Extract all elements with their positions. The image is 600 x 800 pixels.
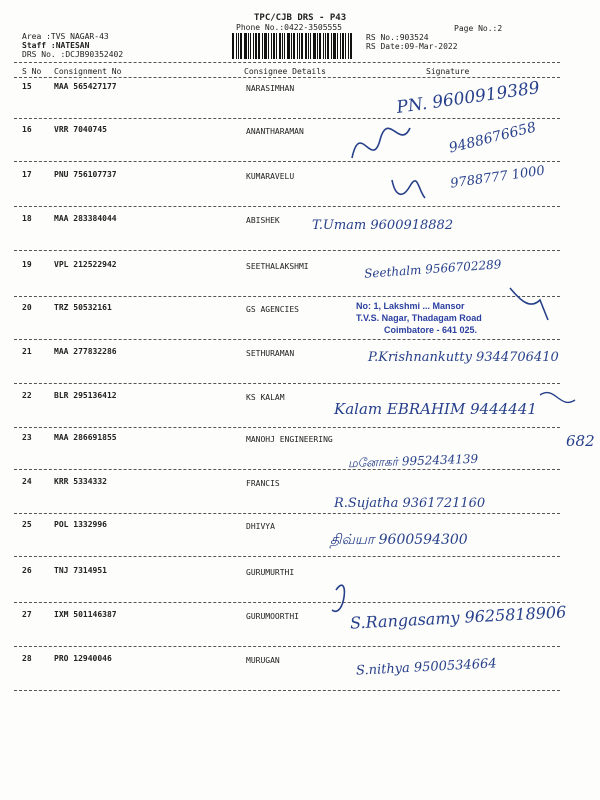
phone-number: Phone No.:0422-3505555 <box>236 23 342 32</box>
row-signature: R.Sujatha 9361721160 <box>334 496 486 511</box>
row-consignee-name: ANANTHARAMAN <box>246 127 304 136</box>
staff-label: Staff :NATESAN <box>22 41 90 50</box>
row-serial-number: 24 <box>22 477 32 486</box>
row-consignment-number: TNJ 7314951 <box>54 566 107 575</box>
row-serial-number: 17 <box>22 170 32 179</box>
row-serial-number: 28 <box>22 654 32 663</box>
row-consignment-number: IXM 501146387 <box>54 610 117 619</box>
row-consignment-number: TRZ 50532161 <box>54 303 112 312</box>
row-signature: P.Krishnankutty 9344706410 <box>368 350 559 365</box>
row-consignment-number: POL 1332996 <box>54 520 107 529</box>
row-signature: S.nithya 9500534664 <box>355 656 497 679</box>
row-consignee-name: ABISHEK <box>246 216 280 225</box>
stamp-line: Coimbatore - 641 025. <box>384 325 478 335</box>
row-consignment-number: VRR 7040745 <box>54 125 107 134</box>
row-signature: S.Rangasamy 9625818906 <box>349 602 567 633</box>
row-serial-number: 19 <box>22 260 32 269</box>
row-signature: 9788777 1000 <box>449 163 546 192</box>
row-consignee-name: KUMARAVELU <box>246 172 295 181</box>
stamp-line: No: 1, Lakshmi ... Mansor <box>356 301 465 311</box>
row-consignment-number: MAA 565427177 <box>54 82 117 91</box>
row-consignment-number: PNU 756107737 <box>54 170 117 179</box>
row-serial-number: 21 <box>22 347 32 356</box>
row-serial-number: 25 <box>22 520 32 529</box>
row-consignee-name: FRANCIS <box>246 479 280 488</box>
row-consignment-number: MAA 286691855 <box>54 433 117 442</box>
row-consignee-name: NARASIMHAN <box>246 84 295 93</box>
drs-number: DRS No. :DCJB90352402 <box>22 50 124 59</box>
document-title: TPC/CJB DRS - P43 <box>254 13 347 23</box>
row-consignment-number: KRR 5334332 <box>54 477 107 486</box>
page-number: Page No.:2 <box>454 24 503 33</box>
row-signature: Seethalm 9566702289 <box>363 257 502 281</box>
row-signature: மனோகர் 9952434139 <box>347 451 479 471</box>
row-signature: திவ்யா 9600594300 <box>330 532 468 548</box>
area-label: Area :TVS NAGAR-43 <box>22 32 109 41</box>
row-consignment-number: VPL 212522942 <box>54 260 117 269</box>
row-consignment-number: MAA 283384044 <box>54 214 117 223</box>
row-consignment-number: MAA 277832286 <box>54 347 117 356</box>
rs-date: RS Date:09-Mar-2022 <box>366 42 458 51</box>
row-serial-number: 22 <box>22 391 32 400</box>
row-serial-number: 18 <box>22 214 32 223</box>
stamp-line: T.V.S. Nagar, Thadagam Road <box>356 313 482 323</box>
row-consignee-name: DHIVYA <box>246 522 275 531</box>
margin-note: 682 <box>566 432 595 450</box>
column-header-consignment: Consignment No <box>54 67 122 76</box>
row-serial-number: 20 <box>22 303 32 312</box>
row-signature: 9488676658 <box>447 119 538 157</box>
row-consignee-name: GS AGENCIES <box>246 305 299 314</box>
column-header-signature: Signature <box>426 67 470 76</box>
row-consignee-name: GURUMURTHI <box>246 568 295 577</box>
row-consignment-number: PRO 12940046 <box>54 654 112 663</box>
column-header-consignee: Consignee Details <box>244 67 326 76</box>
column-header-sno: S No <box>22 67 42 76</box>
row-consignee-name: GURUMOORTHI <box>246 612 299 621</box>
row-serial-number: 23 <box>22 433 32 442</box>
row-consignee-name: SETHURAMAN <box>246 349 295 358</box>
row-consignee-name: MURUGAN <box>246 656 280 665</box>
row-consignee-name: KS KALAM <box>246 393 285 402</box>
row-signature: T.Umam 9600918882 <box>312 218 454 233</box>
row-serial-number: 15 <box>22 82 32 91</box>
row-serial-number: 26 <box>22 566 32 575</box>
row-serial-number: 16 <box>22 125 32 134</box>
row-serial-number: 27 <box>22 610 32 619</box>
row-consignment-number: BLR 295136412 <box>54 391 117 400</box>
row-consignee-name: MANOHJ ENGINEERING <box>246 435 333 444</box>
row-signature: Kalam EBRAHIM 9444441 <box>334 400 537 418</box>
row-signature: PN. 9600919389 <box>395 78 541 118</box>
rs-number: RS No.:903524 <box>366 33 429 42</box>
row-consignee-name: SEETHALAKSHMI <box>246 262 309 271</box>
